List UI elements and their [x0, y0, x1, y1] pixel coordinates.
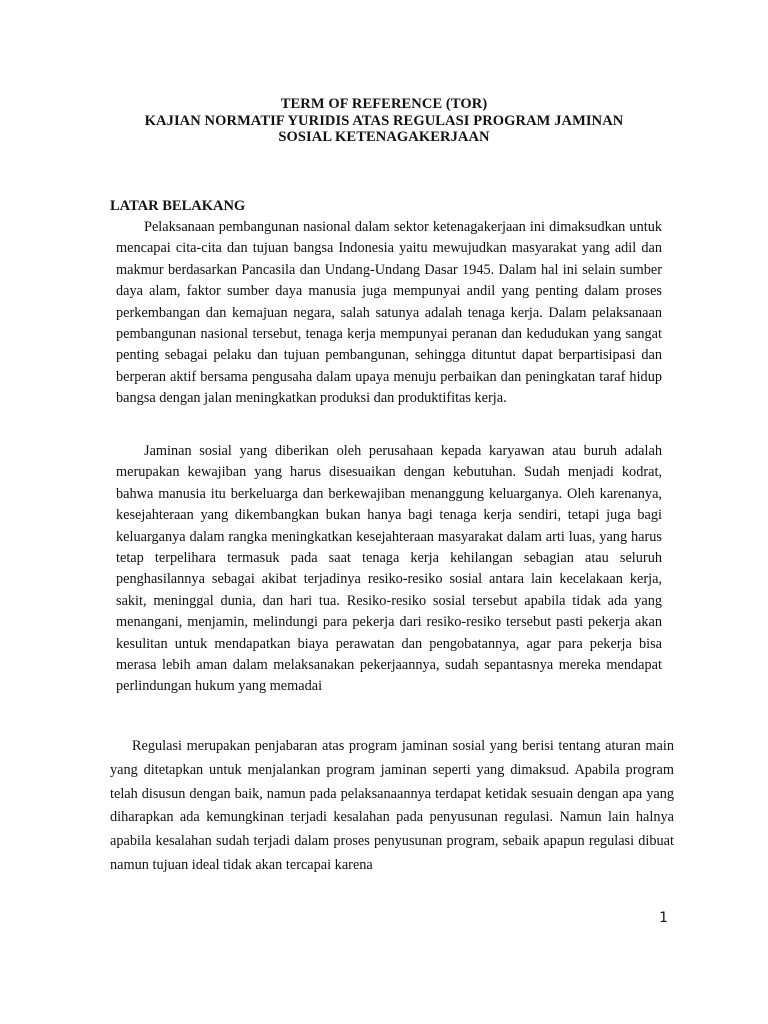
section-heading-latar-belakang: LATAR BELAKANG	[110, 198, 246, 214]
paragraph-1: Pelaksanaan pembangunan nasional dalam sektor ketenagakerjaan ini dimaksudkan untuk mencapai cita-cita dan tujuan bangsa Indonesia yaitu mewujudkan masyarakat yang adil dan makmur berdasarkan Pancasila dan Undang-Undang Dasar 1945. Dalam hal ini selain sumber daya alam, faktor sumber daya manusia juga mempunyai andil yang penting dalam proses perkembangan dan kemajuan negara, salah satunya adalah tenaga kerja. Dalam pelaksanaan pembangunan nasional tersebut, tenaga kerja mempunyai peranan dan kedudukan yang sangat penting sebagai pelaku dan tujuan pembangunan, sehingga dituntut dapat berpartisipasi dan berperan aktif bersama pengusaha dalam upaya menuju perbaikan dan peningkatan taraf hidup bangsa dengan jalan meningkatkan produksi dan produktifitas kerja.	[116, 219, 662, 407]
title-line-1: TERM OF REFERENCE (TOR)	[280, 96, 488, 112]
paragraph-3: Regulasi merupakan penjabaran atas program jaminan sosial yang berisi tentang aturan main yang ditetapkan untuk menjalankan program jaminan seperti yang dimaksud. Apabila program telah disusun dengan baik, namun pada pelaksanaannya terdapat ketidak sesuain dengan apa yang diharapkan ada kemungkinan terjadi kesalahan pada penyusunan regulasi. Namun lain halnya apabila kesalahan sudah terjadi dalam proses penyusunan program, sebaik apapun regulasi dibuat namun tujuan ideal tidak akan tercapai karena	[110, 738, 674, 873]
document-title	[0, 96, 768, 146]
title-line-2: KAJIAN NORMATIF YURIDIS ATAS REGULASI PROGRAM JAMINAN	[144, 112, 624, 129]
page-number: 1	[659, 910, 668, 926]
paragraph-2: Jaminan sosial yang diberikan oleh perusahaan kepada karyawan atau buruh adalah merupakan kewajiban yang harus disesuaikan dengan kebutuhan. Sudah menjadi kodrat, bahwa manusia itu berkeluarga dan berkewajiban menanggung keluarganya. Oleh karenanya, kesejahteraan yang dikembangkan bukan hanya bagi tenaga kerja sendiri, tetapi juga bagi keluarganya dalam rangka meningkatkan kesejahteraan masyarakat dalam arti luas, yang harus tetap terpelihara termasuk pada saat tenaga kerja kehilangan sebagian atau seluruh penghasilannya sebagai akibat terjadinya resiko-resiko sosial antara lain kecelakaan kerja, sakit, meninggal dunia, dan hari tua. Resiko-resiko sosial tersebut apabila tidak ada yang menangani, menjamin, melindungi para pekerja dari resiko-resiko tersebut pasti pekerja akan kesulitan untuk mendapatkan biaya perawatan dan pengobatannya, agar para pekerja bisa merasa lebih aman dalam melaksanakan pekerjaannya, sudah sepantasnya mereka mendapat perlindungan hukum yang memadai	[116, 443, 662, 695]
title-line-3: SOSIAL KETENAGAKERJAAN	[278, 129, 490, 145]
